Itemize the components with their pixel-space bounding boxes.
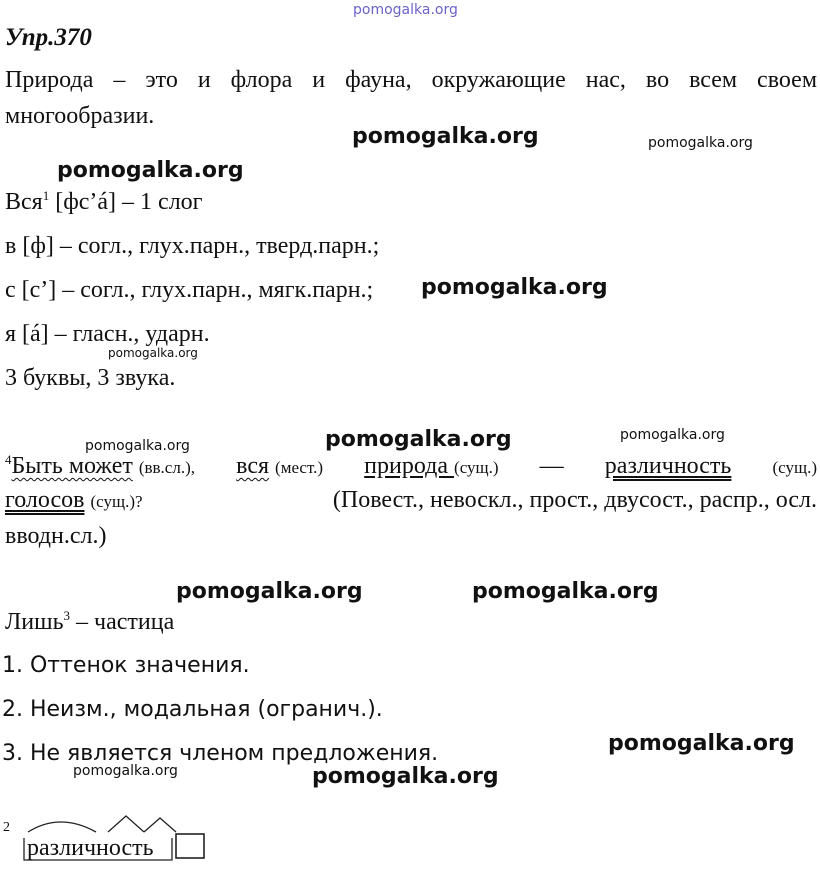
phonetic-line: в [ф] – согл., глух.парн., тверд.парн.; xyxy=(5,233,380,259)
morph-tail: – частица xyxy=(76,609,175,635)
watermark: pomogalka.org xyxy=(312,764,499,789)
exercise-title: Упр.370 xyxy=(5,24,92,51)
watermark: pomogalka.org xyxy=(176,579,363,604)
syntax-word: Быть может xyxy=(11,453,133,479)
phonetic-line: я [á] – гласн., ударн. xyxy=(5,321,210,347)
watermark: pomogalka.org xyxy=(352,124,539,149)
watermark: pomogalka.org xyxy=(421,275,608,300)
word-analysis-word: различность xyxy=(27,835,154,861)
syntax-line-3: вводн.сл.) xyxy=(5,523,107,549)
morph-word: Лишь xyxy=(5,609,64,635)
watermark: pomogalka.org xyxy=(73,763,178,779)
morph-sup: 3 xyxy=(63,608,71,623)
watermark: pomogalka.org xyxy=(108,346,198,360)
morph-header xyxy=(5,608,174,636)
morph-item: 3. Не является членом предложения. xyxy=(2,741,439,766)
phonetic-word: Вся xyxy=(5,189,43,215)
word-analysis-sup: 2 xyxy=(3,820,10,835)
phonetic-transcription: [фс’á] – 1 слог xyxy=(55,189,203,215)
syntax-label: (мест.) xyxy=(275,458,324,477)
phonetic-line: с [с’] – согл., глух.парн., мягк.парн.; xyxy=(5,277,374,303)
watermark-top: pomogalka.org xyxy=(353,2,458,18)
syntax-line-2 xyxy=(5,486,817,516)
watermark: pomogalka.org xyxy=(472,579,659,604)
intro-line-2: многообразии. xyxy=(5,103,155,129)
watermark: pomogalka.org xyxy=(85,438,190,454)
syntax-word: природа xyxy=(364,453,455,479)
phonetic-line: 3 буквы, 3 звука. xyxy=(5,365,176,391)
syntax-label: (вв.сл.), xyxy=(138,458,195,477)
watermark: pomogalka.org xyxy=(325,427,512,452)
syntax-label: (сущ.)? xyxy=(90,492,143,511)
syntax-label: (сущ.) xyxy=(772,458,817,477)
phonetic-header xyxy=(5,188,203,216)
syntax-line-1 xyxy=(5,452,817,482)
morph-item: 1. Оттенок значения. xyxy=(2,653,250,678)
syntax-sup: 4 xyxy=(5,452,12,467)
syntax-word: голосов xyxy=(5,487,85,513)
watermark: pomogalka.org xyxy=(648,135,753,151)
syntax-word: вся xyxy=(236,453,270,479)
phonetic-sup: 1 xyxy=(42,188,50,203)
watermark: pomogalka.org xyxy=(57,158,244,183)
watermark: pomogalka.org xyxy=(620,427,725,443)
morph-item: 2. Неизм., модальная (огранич.). xyxy=(2,697,383,722)
syntax-label: (сущ.) xyxy=(454,458,499,477)
syntax-dash: — xyxy=(539,453,564,479)
syntax-word: различность xyxy=(604,453,732,479)
syntax-characteristics: (Повест., невоскл., прост., двусост., распр., осл. xyxy=(332,487,817,513)
watermark: pomogalka.org xyxy=(608,731,795,756)
intro-line-1: Природа – это и флора и фауна, окружающие нас, во всем своем xyxy=(5,67,817,93)
